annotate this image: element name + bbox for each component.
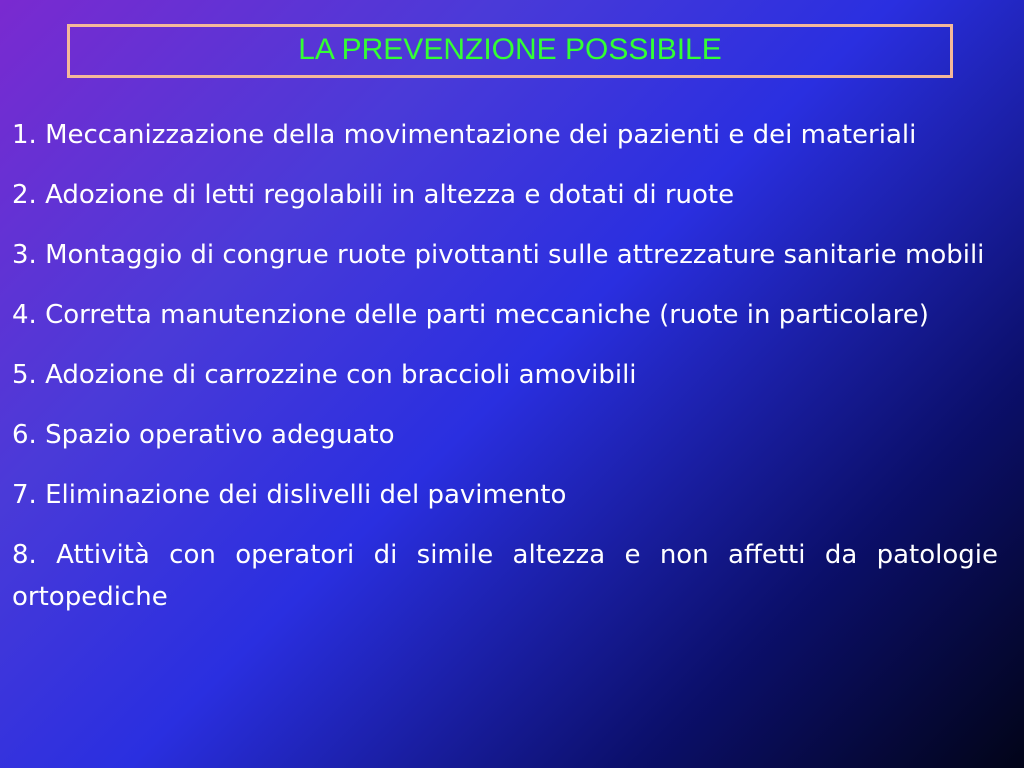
slide-title: LA PREVENZIONE POSSIBILE — [298, 33, 722, 66]
list-item: 7. Eliminazione dei dislivelli del pavimento — [12, 480, 567, 510]
list-item: 5. Adozione di carrozzine con braccioli amovibili — [12, 360, 637, 390]
list-item: 2. Adozione di letti regolabili in altezza e dotati di ruote — [12, 180, 735, 210]
list-item: 4. Corretta manutenzione delle parti meccaniche (ruote in particolare) — [12, 300, 929, 330]
list-item: 8. Attività con operatori di simile altezza e non affetti da patologie ortopediche — [12, 540, 998, 612]
list-item: 1. Meccanizzazione della movimentazione dei pazienti e dei materiali — [12, 120, 917, 150]
list-item: 6. Spazio operativo adeguato — [12, 420, 395, 450]
title-box — [67, 24, 953, 78]
prevention-list — [12, 114, 998, 636]
list-item: 3. Montaggio di congrue ruote pivottanti sulle attrezzature sanitarie mobili — [12, 240, 985, 270]
